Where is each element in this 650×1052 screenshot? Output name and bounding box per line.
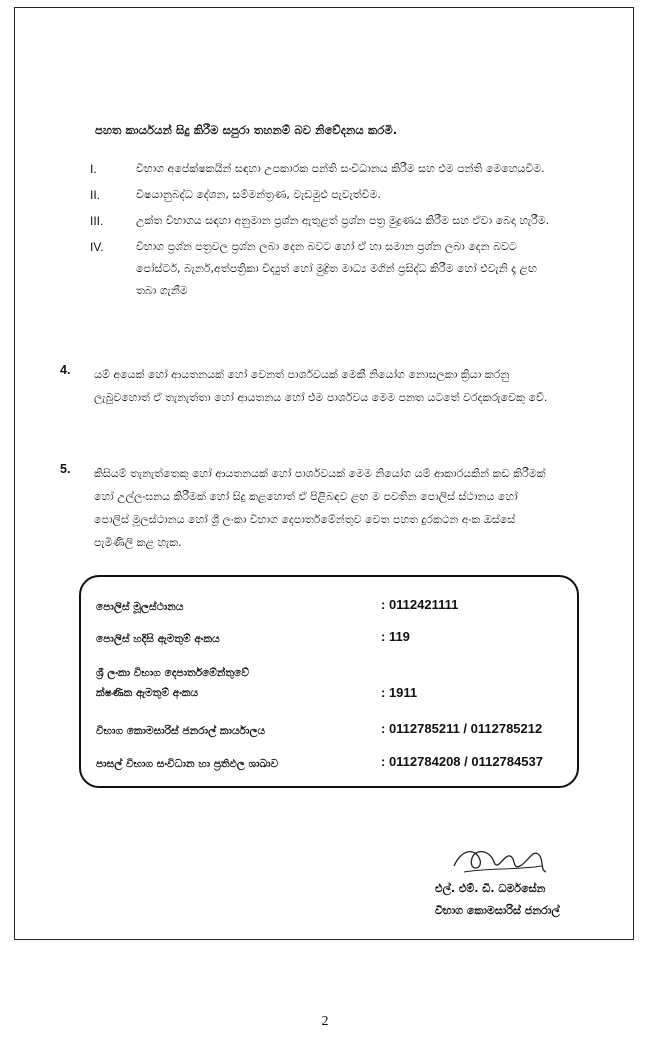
contact-label: පාසල් විභාග සංවිධාන හා ප්‍රතිඵල ශාඛාව	[96, 758, 279, 770]
contact-phone: : 0112785211 / 0112785212	[381, 721, 543, 736]
signature-block	[435, 878, 560, 922]
clause-text: යම් අයෙක් හෝ ආයතනයක් හෝ වෙනත් පාර්ශවයක් මෙකී නියෝග නොසලකා ක්‍රියා කරනු ලැබුවහොත් ඒ තැනැත්තා හෝ ආයතනය හෝ එම පාර්ශවය මෙම පනත යටතේ වරදකරුවෙකු වේ.	[94, 368, 548, 404]
item-number: II.	[90, 188, 101, 202]
contact-label: පොලිස් මූලස්ථානය	[96, 601, 184, 613]
contact-phone: : 0112421111	[381, 597, 459, 612]
signer-title: විභාග කොමසාරිස් ජනරාල්	[435, 904, 560, 917]
clause-number: 5.	[60, 462, 71, 476]
contact-phone: : 0112784208 / 0112784537	[381, 754, 543, 769]
intro-statement: පහත කාර්යයන් සිදු කිරීම සපුරා තහනම් බව නිවේදනය කරමි.	[95, 123, 398, 137]
list-item	[86, 158, 551, 180]
clause-5	[60, 462, 555, 554]
page-number: 2	[321, 1014, 329, 1029]
contact-label: ශ්‍රී ලංකා විභාග දෙපාර්තමේන්තුවේ ක්ෂණික ඇමතුම් අංකය	[96, 667, 249, 699]
contact-label: විභාග කොමසාරිස් ජනරාල් කාර්යාලය	[96, 725, 266, 737]
contact-phone: : 119	[381, 629, 410, 644]
contact-numbers-box	[79, 575, 579, 788]
item-text: විෂයානුබද්ධ දේශන, සම්මන්ත්‍රණ, වැඩමුළු පැවැත්වීම.	[136, 188, 382, 201]
contact-phone: : 1911	[381, 685, 418, 700]
signature-mark	[446, 842, 556, 878]
list-item	[86, 236, 551, 302]
item-text: විභාග අපේක්ෂකයින් සඳහා උපකාරක පන්ති සංවිධානය කිරීම සහ එම පන්ති මෙහෙයවීම.	[136, 162, 545, 175]
clause-text: කිසියම් තැනැත්තෙකු හෝ ආයතනයක් හෝ පාර්ශවයක් මෙම නියෝග යම් ආකාරයකින් කඩ කිරීමක් හෝ උල්ලංඝනය කිරීමක් හෝ සිදු කළහොත් ඒ පිළිබඳව ළඟ ම පවතින පොලිස් ස්ථානය හෝ පොලිස් මූලස්ථානය හෝ ශ්‍රී ලංකා විභාග දෙපාර්තමේන්තුව වෙත පහත දුරකථන අංක ඔස්සේ පැමිණිලි කළ හැක.	[94, 467, 546, 549]
clause-number: 4.	[60, 363, 71, 377]
item-text: උක්ත විභාගය සඳහා අනුමාන ප්‍රශ්න ඇතුළත් ප්‍රශ්න පත්‍ර මුද්‍රණය කිරීම සහ ඒවා බෙදා හැරීම.	[136, 214, 550, 227]
clause-4	[60, 363, 555, 409]
list-item	[86, 184, 551, 206]
item-number: IV.	[90, 240, 104, 254]
list-item	[86, 210, 551, 232]
contact-label: පොලිස් හදිසි ඇමතුම් අංකය	[96, 633, 220, 645]
signer-name: එල්. එම්. ඩී. ධර්මසේන	[435, 882, 546, 895]
prohibited-items-list	[86, 158, 551, 306]
item-number: III.	[90, 214, 104, 228]
item-number: I.	[90, 162, 97, 176]
item-text: විභාග ප්‍රශ්න පත්‍රවල ප්‍රශ්න ලබා දෙන බවට හෝ ඒ හා සමාන ප්‍රශ්න ලබා දෙන බවට පෝස්ටර්, බැනර්,අත්පත්‍රිකා විද්‍යුත් හෝ මුද්‍රිත මාධ්‍ය මගින් ප්‍රසිද්ධ කිරීම හෝ එවැනි දෑ ළඟ තබා ගැනීම	[136, 240, 538, 297]
